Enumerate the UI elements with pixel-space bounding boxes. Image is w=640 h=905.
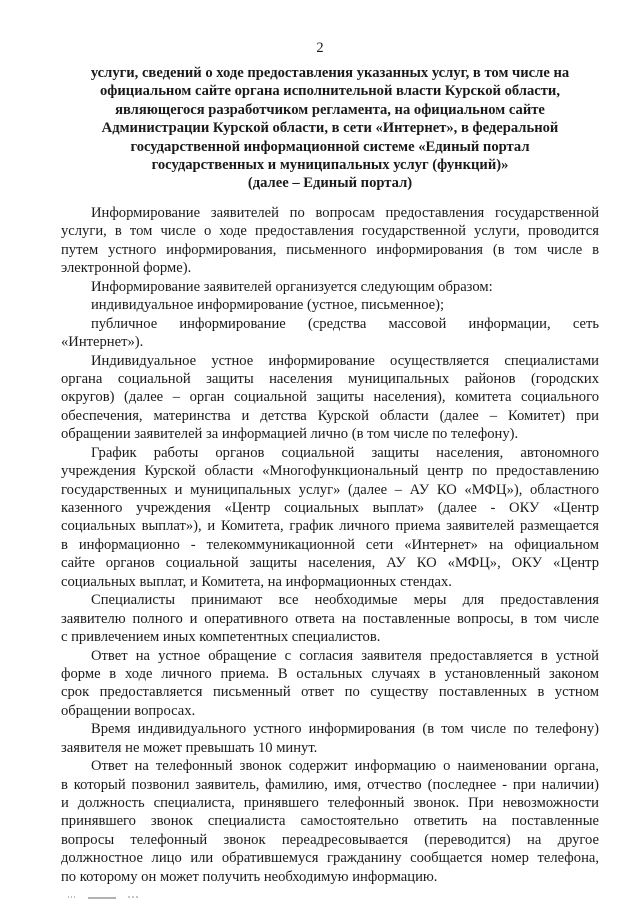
text-line: срок предоставляется письменный ответ по существу поставленных в устном — [61, 684, 599, 701]
heading-line: являющегося разработчиком регламента, на официальном сайте — [115, 101, 545, 118]
paragraph-oral-answer — [61, 647, 599, 721]
text-line: по которому он может получить необходимую информацию. — [61, 868, 438, 885]
text-line: Ответ на устное обращение с согласия заявителя предоставляется в устной — [91, 647, 599, 664]
text-line: «Интернет»). — [61, 334, 144, 351]
heading-line: Администрации Курской области, в сети «Интернет», в федеральной — [101, 120, 559, 137]
paragraph-phone-call — [61, 757, 599, 886]
paragraph-public — [61, 315, 599, 352]
text-line: органа социальной защиты населения муниципальных районов (городских — [61, 370, 599, 387]
text-line: должностное лицо или обратившемуся гражданину сообщается номер телефона, — [61, 850, 599, 867]
section-heading — [60, 64, 600, 193]
text-line: с привлечением иных компетентных специалистов. — [61, 629, 381, 646]
text-line: в информационно - телекоммуникационной сети «Интернет» на официальном — [61, 536, 599, 553]
paragraph-time-limit — [61, 720, 599, 757]
page-number: 2 — [316, 40, 324, 56]
text-line: и должность специалиста, принявшего телефонный звонок. При невозможности — [61, 795, 599, 811]
paragraph-schedule — [61, 444, 599, 592]
text-line: путем устного информирования, письменного информирования (в том числе в — [61, 241, 599, 258]
text-line: заявителя не может превышать 10 минут. — [61, 739, 318, 756]
heading-line: (далее – Единый портал) — [247, 175, 413, 192]
text-line: вопросы телефонный звонок переадресовывается (переводится) на другое — [61, 831, 599, 848]
text-line: округов) (далее – орган социальной защиты населения), комитета социального — [61, 389, 599, 406]
text-line: индивидуальное информирование (устное, письменное); — [91, 297, 445, 314]
text-line: государственных и муниципальных услуг» (далее – АУ КО «МФЦ»), областного — [61, 481, 599, 498]
text-line: Время индивидуального устного информирования (в том числе по телефону) — [91, 721, 599, 738]
text-line: социальных выплат»), и Комитета, график личного приема заявителей размещается — [61, 518, 599, 535]
text-line: Информирование заявителей организуется следующим образом: — [91, 278, 493, 295]
text-line: Информирование заявителей по вопросам предоставления государственной — [91, 205, 599, 221]
text-line: Специалисты принимают все необходимые меры для предоставления — [91, 592, 599, 609]
scan-artifact-marks — [66, 893, 186, 901]
text-line: принявшего звонок специалиста самостоятельно ответить на поставленные — [61, 813, 599, 830]
text-line: обращении заявителей за информацией лично (в том числе по телефону). — [61, 426, 519, 443]
text-line: Индивидуальное устное информирование осуществляется специалистами — [91, 352, 599, 369]
text-line: публичное информирование (средства массовой информации, сеть — [91, 315, 599, 332]
paragraph-informing — [61, 204, 599, 278]
heading-line: официальном сайте органа исполнительной власти Курской области, — [99, 83, 560, 100]
heading-line: государственных и муниципальных услуг (функций)» — [151, 157, 509, 174]
paragraph-organization — [61, 278, 599, 296]
text-line: График работы органов социальной защиты населения, автономного — [91, 444, 599, 461]
heading-line: государственной информационной системе «Единый портал — [130, 138, 530, 155]
heading-line: услуги, сведений о ходе предоставления указанных услуг, в том числе на — [90, 65, 570, 81]
paragraph-individual — [61, 296, 599, 314]
text-line: сайте органов социальной защиты населения, АУ КО «МФЦ», ОКУ «Центр — [61, 555, 599, 572]
text-line: в который позвонил заявитель, фамилию, имя, отчество (последнее - при наличии) — [61, 776, 599, 793]
body-text — [61, 204, 599, 886]
paragraph-oral-informing — [61, 352, 599, 444]
text-line: заявителю полного и оперативного ответа на поставленные вопросы, в том числе — [61, 610, 599, 627]
paragraph-specialists — [61, 591, 599, 646]
text-line: казенного учреждения «Центр социальных выплат» (далее - ОКУ «Центр — [61, 500, 599, 516]
text-line: обеспечения, материнства и детства Курской области (далее – Комитет) при — [61, 407, 599, 424]
text-line: обращении вопросах. — [61, 702, 196, 719]
text-line: учреждения Курской области «Многофункциональный центр по предоставлению — [61, 463, 599, 480]
text-line: форме в ходе личного приема. В остальных случаях в установленный законом — [61, 665, 599, 682]
text-line: электронной форме). — [61, 260, 192, 277]
text-line: услуги, в том числе о ходе предоставления государственной услуги, проводится — [61, 223, 599, 240]
text-line: социальных выплат, и Комитета, на информационных стендах. — [61, 573, 452, 590]
text-line: Ответ на телефонный звонок содержит информацию о наименовании органа, — [91, 758, 599, 775]
